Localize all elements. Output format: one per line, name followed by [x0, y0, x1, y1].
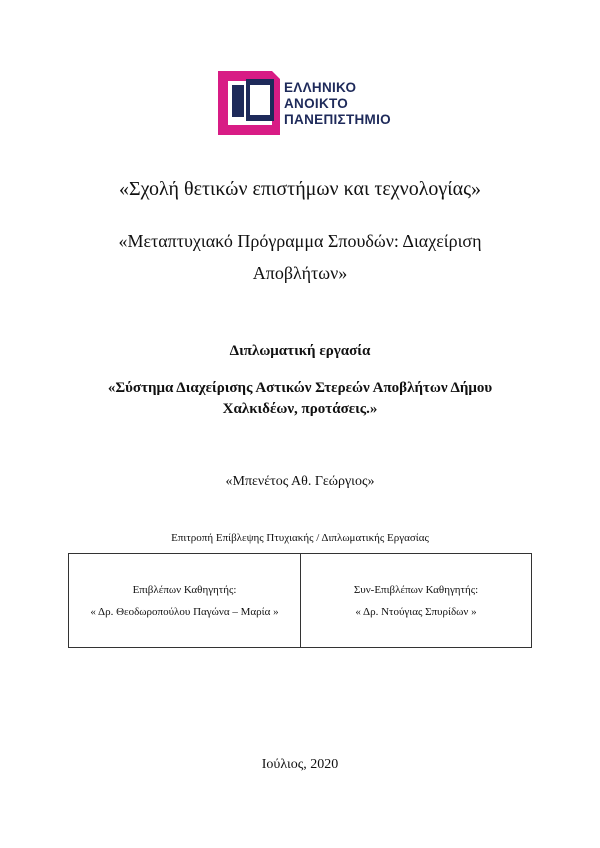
- university-logo: [218, 71, 391, 135]
- co-supervisor-name: « Δρ. Ντούγιας Σπυρίδων »: [355, 605, 477, 618]
- thesis-title: [0, 378, 600, 420]
- thesis-label: Διπλωματική εργασία: [229, 343, 371, 359]
- logo-line-1: ΕΛΛΗΝΙΚΟ: [284, 80, 357, 95]
- program-name: [0, 225, 600, 289]
- school-name: «Σχολή θετικών επιστήμων και τεχνολογίας»: [118, 178, 482, 200]
- logo-line-3: ΠΑΝΕΠΙΣΤΗΜΙΟ: [284, 112, 391, 127]
- supervisor-cell: [69, 554, 301, 647]
- co-supervisor-cell: [301, 554, 531, 647]
- supervisor-label: Επιβλέπων Καθηγητής:: [132, 583, 237, 596]
- committee-table: [68, 553, 532, 648]
- co-supervisor-label: Συν-Επιβλέπων Καθηγητής:: [353, 583, 479, 596]
- date: Ιούλιος, 2020: [261, 757, 339, 772]
- author-name: «Μπενέτος Αθ. Γεώργιος»: [225, 474, 375, 489]
- program-line-1: «Μεταπτυχιακό Πρόγραμμα Σπουδών: Διαχείριση: [118, 231, 482, 251]
- program-line-2: Αποβλήτων»: [252, 263, 348, 283]
- committee-heading: Επιτροπή Επίβλεψης Πτυχιακής / Διπλωματικής Εργασίας: [171, 532, 429, 544]
- thesis-title-line-1: «Σύστημα Διαχείρισης Αστικών Στερεών Αποβλήτων Δήμου: [107, 380, 493, 396]
- logo-line-2: ΑΝΟΙΚΤΟ: [284, 96, 349, 111]
- supervisor-name: « Δρ. Θεοδωροπούλου Παγώνα – Μαρία »: [90, 605, 279, 618]
- thesis-title-line-2: Χαλκιδέων, προτάσεις.»: [222, 401, 378, 417]
- logo-wordmark: [284, 80, 391, 128]
- logo-mark-icon: [218, 71, 282, 135]
